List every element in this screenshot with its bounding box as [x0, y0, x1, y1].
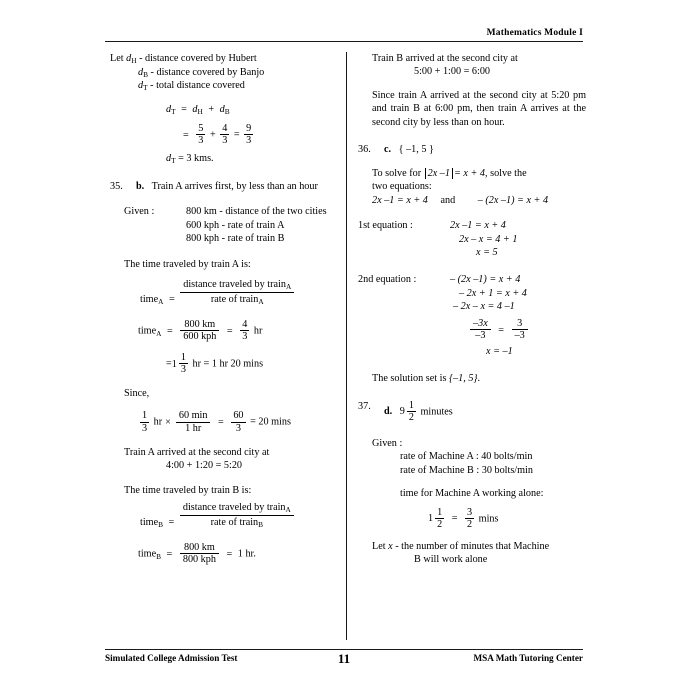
first-equation-step: 2x –1 = x + 4: [450, 220, 506, 232]
eq-lhs-var: d: [166, 104, 172, 116]
denominator-text: rate of train: [210, 516, 259, 528]
numerator: 3: [512, 318, 528, 330]
numerator: 1: [408, 399, 414, 411]
train-a-arrival-intro: Train A arrived at the second city at: [124, 446, 270, 458]
denominator: 3: [222, 134, 228, 146]
second-equation-block: [358, 273, 586, 358]
train-conclusion: Since train A arrived at the second city at 5:20 pm and train B at 6:00 pm, then train A arrives at the second city by less than on hour.: [372, 89, 586, 128]
result-sub: T: [171, 156, 176, 166]
equals-sign: =: [498, 324, 505, 336]
footer-rule: [105, 649, 583, 650]
numerator: 3: [467, 506, 473, 518]
problem-37-given-label: Given :: [372, 437, 403, 449]
plus-sign-2: +: [209, 129, 216, 141]
fraction-1-2: [435, 507, 444, 530]
whole-part: 9: [399, 406, 405, 418]
denominator: 3: [198, 134, 204, 146]
numerator: 4: [222, 122, 228, 134]
equals-sign-2: =: [226, 325, 233, 337]
time-a-formula: [110, 279, 338, 307]
numerator: –3x: [470, 318, 491, 330]
fraction-4-3: [220, 123, 229, 146]
unit: hr: [192, 358, 201, 370]
given-item: 600 kph - rate of train A: [186, 219, 285, 231]
given-label: Given :: [124, 206, 155, 218]
given-item: 800 km - distance of the two cities: [186, 206, 327, 218]
machine-a-time-value: [358, 507, 586, 530]
solution-lead: The solution set is: [372, 373, 447, 385]
let-lead: Let: [110, 53, 124, 64]
time-b-intro: The time traveled by train B is:: [124, 485, 252, 497]
solution-period: .: [477, 373, 481, 385]
solution-set-line: [358, 372, 586, 385]
fraction-3-2: [465, 507, 474, 530]
absolute-value-expression: 2x –1: [425, 168, 453, 179]
problem-37-answer-unit: minutes: [420, 406, 453, 418]
time-a-intro: The time traveled by train A is:: [124, 258, 251, 270]
denominator: 3: [142, 422, 148, 434]
train-a-arrival-calc: 4:00 + 1:20 = 5:20: [166, 459, 243, 471]
denominator: 3: [246, 134, 252, 146]
sum-equation-line-1: [110, 103, 338, 117]
let-x-line-1: [358, 540, 586, 553]
equals-sign: =: [166, 325, 173, 337]
second-equation-step: – (2x –1) = x + 4: [450, 274, 521, 286]
time-a-value: [110, 319, 338, 342]
numerator: 1: [180, 352, 186, 363]
fraction-4-3: [240, 319, 249, 342]
sub-h: H: [131, 56, 137, 66]
problem-35: [110, 180, 338, 193]
fraction-800km-800kph: [180, 542, 219, 565]
result-var: d: [166, 152, 172, 164]
let-text: - the number of minutes that Machine: [395, 540, 550, 552]
fraction-60min-1hr: [176, 410, 211, 433]
header-rule: [105, 41, 583, 42]
let-definitions-block: [110, 52, 338, 93]
var-x: x: [388, 540, 393, 552]
fraction-1-3: [179, 352, 188, 375]
problem-37-letter: d.: [384, 406, 393, 418]
page-header: [105, 22, 583, 40]
equals-sign: =: [166, 548, 173, 560]
numerator: 60: [233, 410, 244, 422]
denominator: –3: [475, 329, 486, 341]
plus-sign: +: [208, 104, 215, 116]
first-equation-step: x = 5: [476, 246, 498, 258]
page-footer: [105, 653, 583, 669]
equals-sign-3: =: [233, 129, 240, 141]
equals-sign: =: [451, 513, 458, 525]
numerator: 800 km: [180, 542, 219, 554]
fraction-9-3: [244, 123, 253, 146]
first-equation-label: 1st equation :: [358, 220, 413, 232]
footer-left-text: Simulated College Admission Test: [105, 653, 238, 663]
problem-37-answer-value: [399, 399, 418, 423]
sum-equation-result: [110, 152, 338, 166]
column-divider: [346, 52, 347, 640]
let-text-2: - distance covered by Banjo: [150, 66, 265, 78]
problem-36-number: 36.: [358, 144, 371, 156]
sub-t: T: [143, 83, 148, 93]
time-b-fraction: [180, 502, 294, 530]
problem-36: [358, 143, 586, 156]
intro-tail: , solve the: [485, 167, 527, 179]
result: 1 hr.: [237, 548, 256, 560]
fraction-1-3: [140, 410, 149, 433]
numerator-sub: A: [285, 282, 292, 292]
train-b-arrival-calc: 5:00 + 1:00 = 6:00: [414, 66, 491, 78]
problem-36-two-equations: [358, 194, 586, 207]
sub-b: B: [143, 69, 148, 79]
fraction-minus3x-minus3: [470, 318, 491, 341]
whole-part: 1: [171, 358, 177, 370]
problem-35-answer: Train A arrives first, by less than an hour: [151, 180, 318, 192]
times-sign: ×: [165, 417, 171, 429]
fraction-5-3: [196, 123, 205, 146]
denominator: 2: [408, 411, 414, 423]
let-line-1: [110, 52, 338, 66]
equals-sign-2: =: [203, 358, 210, 370]
mixed-number: [428, 506, 446, 530]
result: 1 hr 20 mins: [211, 358, 264, 370]
right-column: [358, 52, 586, 567]
problem-37: [358, 400, 586, 423]
given-item: rate of Machine B : 30 bolts/min: [400, 464, 533, 476]
let-line-3: [110, 79, 338, 93]
equals-sign: =: [218, 417, 224, 429]
fraction-60-3: [231, 410, 245, 433]
var-d-h: d: [126, 53, 132, 64]
numerator: [180, 502, 294, 516]
and-label: and: [440, 194, 456, 206]
problem-37-number: 37.: [358, 400, 371, 412]
sum-equation-line-2: [110, 123, 338, 146]
second-equation-step: – 2x – x = 4 –1: [453, 301, 515, 313]
numerator: 4: [242, 318, 248, 330]
time-a-mixed: [110, 352, 338, 375]
denominator: 3: [235, 422, 241, 434]
since-label: Since,: [124, 388, 150, 400]
second-equation-result: x = –1: [486, 345, 513, 357]
result-value: = 3 kms.: [178, 152, 214, 164]
fraction-3-minus3: [512, 318, 528, 341]
denominator: 600 kph: [183, 330, 217, 342]
time-b-lead: [140, 516, 177, 530]
let-text-1: - distance covered by Hubert: [139, 53, 257, 64]
problem-35-given-block: [110, 205, 338, 245]
let-lead: Let: [372, 540, 386, 552]
denominator: 3: [180, 364, 186, 376]
time-b-formula: [110, 502, 338, 530]
numerator: [180, 279, 294, 293]
denominator: –3: [514, 329, 525, 341]
time-label-sub: B: [156, 551, 161, 561]
numerator: 800 km: [180, 319, 219, 331]
result: 20 mins: [258, 417, 291, 429]
header-title: Mathematics Module I: [486, 28, 583, 38]
problem-36-intro: [358, 167, 586, 180]
let-text-3: - total distance covered: [150, 80, 245, 92]
denominator-sub: A: [258, 297, 264, 307]
equals-sign: =: [168, 516, 175, 528]
equals-sign-2: =: [250, 417, 256, 429]
denominator-sub: B: [258, 519, 264, 529]
time-label-sub: A: [158, 297, 164, 307]
equals-sign: =: [168, 293, 175, 305]
second-equation-step: – 2x + 1 = x + 4: [459, 287, 527, 299]
numerator: 1: [437, 506, 443, 518]
equals-sign-2: =: [183, 129, 189, 141]
time-label: time: [140, 293, 159, 305]
train-b-arrival-intro: Train B arrived at the second city at: [372, 53, 518, 64]
equals-sign-2: =: [226, 548, 233, 560]
let-line-2: [110, 66, 338, 80]
denominator: [180, 293, 294, 307]
time-label: time: [138, 548, 157, 560]
sum-equation-block: [110, 103, 338, 166]
problem-36-intro-line2: two equations:: [372, 181, 432, 193]
term2-sub: B: [224, 107, 230, 117]
unit: hr: [253, 325, 263, 337]
denominator: 3: [242, 330, 248, 342]
first-equation-step: 2x – x = 4 + 1: [459, 233, 518, 245]
page-number: 11: [337, 651, 351, 666]
term1-var: d: [192, 104, 198, 116]
denominator-text: rate of train: [210, 293, 259, 305]
mixed-number: [171, 352, 190, 376]
intro-lead: To solve for: [372, 167, 422, 179]
left-column: [110, 52, 338, 565]
solution-set-value: {–1, 5}: [448, 373, 478, 385]
machine-a-time-intro: time for Machine A working alone:: [400, 488, 544, 500]
let-x-line-2: B will work alone: [414, 554, 488, 566]
footer-right-text: MSA Math Tutoring Center: [473, 653, 583, 663]
numerator-text: distance traveled by train: [182, 501, 286, 513]
unit: mins: [478, 513, 499, 525]
whole-part: 1: [428, 513, 434, 525]
equals-sign: =: [166, 358, 172, 370]
denominator: 2: [467, 518, 473, 530]
time-label: time: [140, 516, 159, 528]
problem-36-letter: c.: [384, 144, 392, 156]
time-a-fraction: [180, 279, 294, 307]
problem-35-number: 35.: [110, 180, 123, 192]
second-equation-label: 2nd equation :: [358, 274, 417, 286]
numerator: 9: [246, 122, 252, 134]
denominator: 2: [437, 518, 443, 530]
time-a-lead: [140, 293, 178, 307]
equation-2: – (2x –1) = x + 4: [477, 194, 549, 206]
numerator-text: distance traveled by train: [183, 278, 286, 290]
equals-sign: =: [181, 104, 187, 116]
eq-lhs-sub: T: [171, 107, 176, 117]
time-label-sub: B: [158, 519, 163, 529]
given-item: rate of Machine A : 40 bolts/min: [400, 451, 533, 463]
numerator: 5: [198, 122, 204, 134]
time-label-sub: A: [156, 328, 162, 338]
minutes-conversion: [110, 410, 338, 433]
denominator: [180, 516, 294, 530]
time-label: time: [138, 325, 157, 337]
equation-1: 2x –1 = x + 4: [372, 194, 428, 206]
given-item: 800 kph - rate of train B: [186, 233, 285, 245]
fraction-800km-600kph: [180, 319, 219, 342]
problem-36-answer: { –1, 5 }: [398, 144, 434, 156]
first-equation-block: [358, 219, 586, 259]
var-d-b: d: [138, 66, 144, 78]
fraction-1-2: [407, 400, 416, 423]
numerator-sub: A: [285, 504, 291, 514]
denominator: 800 kph: [182, 553, 216, 565]
time-b-value: [110, 542, 338, 565]
numerator: 60 min: [176, 410, 211, 422]
var-d-t: d: [138, 80, 144, 92]
intro-equation: = x + 4: [454, 167, 486, 179]
denominator: 1 hr: [185, 422, 202, 434]
unit-hr: hr: [153, 417, 163, 429]
term2-var: d: [219, 104, 225, 116]
problem-35-letter: b.: [136, 180, 145, 192]
numerator: 1: [142, 410, 148, 422]
term1-sub: H: [197, 107, 203, 117]
second-equation-division: [450, 318, 586, 341]
